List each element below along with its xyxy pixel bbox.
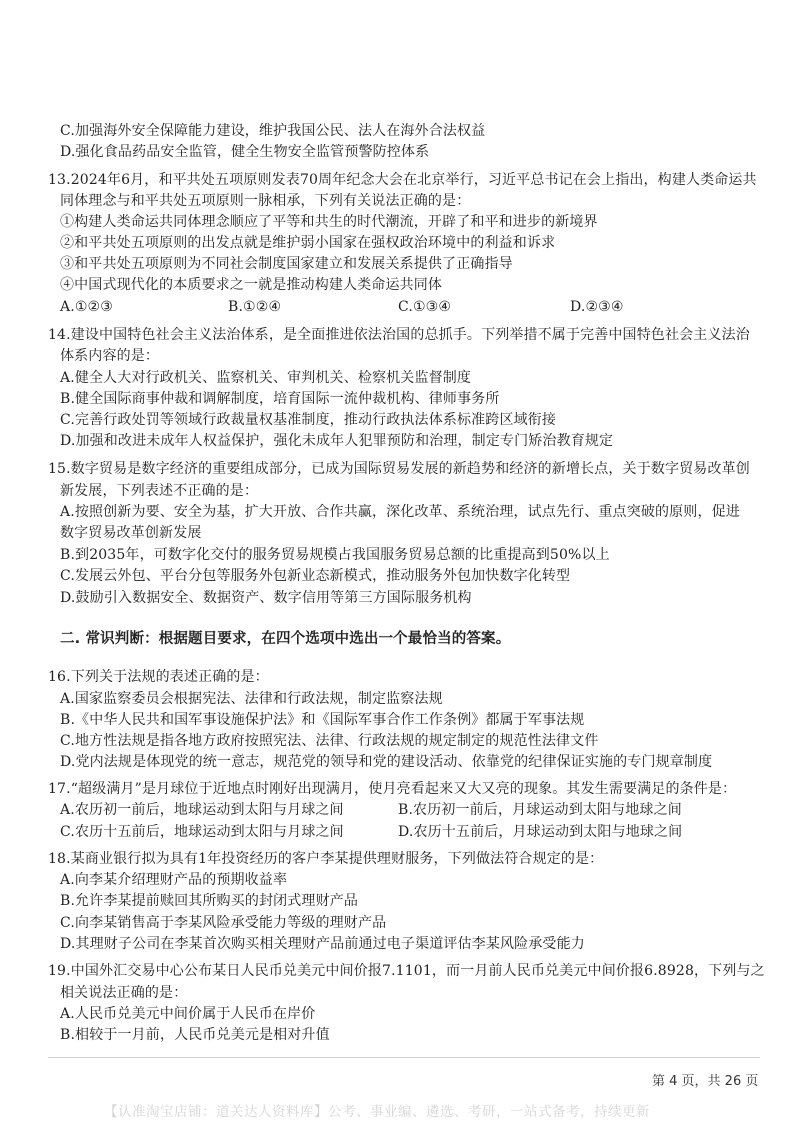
- q14-option-b: B.健全国际商事仲裁和调解制度，培育国际一流仲裁机构、律师事务所: [60, 391, 500, 407]
- q13-option-d: D.②③④: [570, 299, 624, 315]
- q16-option-a: A.国家监察委员会根据宪法、法律和行政法规，制定监察法规: [60, 691, 443, 707]
- q15-stem-line-1: 15.数字贸易是数字经济的重要组成部分，已成为国际贸易发展的新趋势和经济的新增长点，关于数字贸易改革创: [48, 461, 750, 477]
- q19-option-b: B.相较于一月前，人民币兑美元是相对升值: [60, 1027, 330, 1043]
- q13-option-c: C.①③④: [398, 299, 452, 315]
- q13-statement-4: ④中国式现代化的本质要求之一就是推动构建人类命运共同体: [60, 277, 443, 293]
- q13-statement-3: ③和平共处五项原则为不同社会制度国家建立和发展关系提供了正确指导: [60, 256, 513, 272]
- q19-option-a: A.人民币兑美元中间价属于人民币在岸价: [60, 1006, 316, 1022]
- q16-option-b: B.《中华人民共和国军事设施保护法》和《国际军事合作工作条例》都属于军事法规: [60, 712, 585, 728]
- q14-stem-line-1: 14.建设中国特色社会主义法治体系，是全面推进依法治国的总抓手。下列举措不属于完善中国特色社会主义法治: [48, 327, 750, 343]
- q15-stem-line-2: 新发展，下列表述不正确的是：: [60, 483, 259, 499]
- q18-option-c: C.向李某销售高于李某风险承受能力等级的理财产品: [60, 915, 387, 931]
- footer-divider: [48, 1057, 760, 1058]
- q16-stem: 16.下列关于法规的表述正确的是：: [48, 669, 269, 685]
- q16-option-c: C.地方性法规是指各地方政府按照宪法、法律、行政法规的规定制定的规范性法律文件: [60, 733, 599, 749]
- q12-option-d: D.强化食品药品安全监管，健全生物安全监管预警防控体系: [60, 144, 430, 160]
- q18-option-b: B.允许李某提前赎回其所购买的封闭式理财产品: [60, 893, 359, 909]
- q18-stem: 18.某商业银行拟为具有1年投资经历的客户李某提供理财服务，下列做法符合规定的是：: [48, 851, 604, 867]
- q14-stem-line-2: 体系内容的是：: [60, 348, 160, 364]
- q19-stem-line-1: 19.中国外汇交易中心公布某日人民币兑美元中间价报7.1101，而一月前人民币兑美元中间价报6.8928，下列与之: [48, 963, 765, 979]
- section-heading: 二. 常识判断：根据题目要求，在四个选项中选出一个最恰当的答案。: [60, 631, 511, 647]
- q13-option-a: A.①②③: [60, 299, 113, 315]
- q17-option-d: D.农历十五前后，月球运动到太阳与地球之间: [398, 824, 683, 840]
- q15-option-d: D.鼓励引入数据安全、数据资产、数字信用等第三方国际服务机构: [60, 590, 472, 606]
- q13-statement-1: ①构建人类命运共同体理念顺应了平等和共生的时代潮流，开辟了和平和进步的新境界: [60, 214, 598, 230]
- q18-option-d: D.其理财子公司在李某首次购买相关理财产品前通过电子渠道评估李某风险承受能力: [60, 936, 585, 952]
- q15-option-a-line-1: A.按照创新为要、安全为基，扩大开放、合作共赢，深化改革、系统治理，试点先行、重点突破的原则，促进: [60, 504, 740, 520]
- q17-option-a: A.农历初一前后，地球运动到太阳与月球之间: [60, 802, 344, 818]
- q15-option-c: C.发展云外包、平台分包等服务外包新业态新模式，推动服务外包加快数字化转型: [60, 568, 571, 584]
- q19-stem-line-2: 相关说法正确的是：: [60, 985, 188, 1001]
- q15-option-b: B.到2035年，可数字化交付的服务贸易规模占我国服务贸易总额的比重提高到50%以上: [60, 547, 610, 563]
- q13-stem-line-2: 同体理念与和平共处五项原则一脉相承，下列有关说法正确的是：: [60, 193, 471, 209]
- q12-option-c: C.加强海外安全保障能力建设，维护我国公民、法人在海外合法权益: [60, 123, 486, 139]
- shop-watermark: 【认准淘宝店铺：道关达人资料库】公考、事业编、遴选、考研，一站式备考，持续更新: [104, 1104, 650, 1120]
- q18-option-a: A.向李某介绍理财产品的预期收益率: [60, 872, 288, 888]
- q14-option-c: C.完善行政处罚等领域行政裁量权基准制度，推动行政执法体系标准跨区域衔接: [60, 412, 557, 428]
- q13-statement-2: ②和平共处五项原则的出发点就是维护弱小国家在强权政治环境中的利益和诉求: [60, 235, 556, 251]
- q14-option-a: A.健全人大对行政机关、监察机关、审判机关、检察机关监督制度: [60, 370, 472, 386]
- page-number: 第 4 页，共 26 页: [652, 1074, 759, 1089]
- q17-stem: 17.“超级满月”是月球位于近地点时刚好出现满月，使月亮看起来又大又亮的现象。其发生需要满足的条件是：: [48, 781, 737, 797]
- q15-option-a-line-2: 数字贸易改革创新发展: [60, 525, 202, 541]
- q13-stem-line-1: 13.2024年6月，和平共处五项原则发表70周年纪念大会在北京举行，习近平总书记在会上指出，构建人类命运共: [48, 172, 757, 188]
- q16-option-d: D.党内法规是体现党的统一意志，规范党的领导和党的建设活动、依靠党的纪律保证实施的专门规章制度: [60, 754, 713, 770]
- q13-option-b: B.①②④: [228, 299, 282, 315]
- q17-option-c: C.农历十五前后，地球运动到太阳与月球之间: [60, 824, 344, 840]
- q14-option-d: D.加强和改进未成年人权益保护，强化未成年人犯罪预防和治理，制定专门矫治教育规定: [60, 433, 614, 449]
- q17-option-b: B.农历初一前后，月球运动到太阳与地球之间: [398, 802, 682, 818]
